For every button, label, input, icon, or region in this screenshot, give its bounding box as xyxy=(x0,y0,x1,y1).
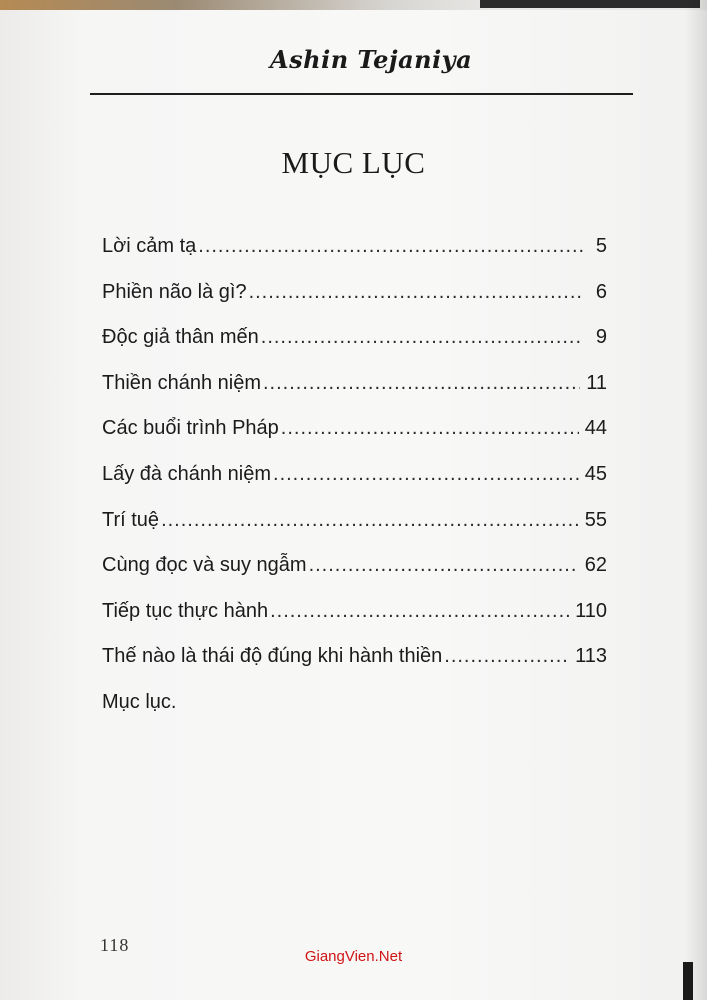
toc-entry-title: Lời cảm tạ xyxy=(102,235,197,257)
toc-entry-title: Mục lục. xyxy=(102,690,177,713)
watermark: GiangVien.Net xyxy=(304,948,403,965)
dot-leader xyxy=(261,326,583,349)
toc-entry-title: Thế nào là thái độ đúng khi hành thiền xyxy=(102,645,443,668)
dot-leader xyxy=(273,463,579,486)
toc-entry-page: 113 xyxy=(575,645,607,668)
dot-leader xyxy=(249,281,583,304)
toc-entry-title: Các buổi trình Pháp xyxy=(102,417,279,440)
toc-entry[interactable] xyxy=(102,417,607,463)
toc-heading: MỤC LỤC xyxy=(281,145,426,180)
toc-entry-page: 55 xyxy=(584,508,607,531)
toc-entry-page: 62 xyxy=(584,554,607,577)
dot-leader xyxy=(309,554,579,577)
toc-list xyxy=(102,235,607,737)
page-number: 118 xyxy=(100,935,130,955)
toc-entry-page: 110 xyxy=(575,599,607,622)
toc-entry[interactable] xyxy=(102,509,607,555)
toc-entry[interactable] xyxy=(102,463,607,509)
toc-entry-page: 6 xyxy=(595,280,607,303)
dot-leader xyxy=(444,645,569,668)
toc-entry[interactable] xyxy=(102,281,607,327)
toc-entry[interactable] xyxy=(102,372,607,418)
header-rule xyxy=(90,93,633,95)
toc-entry-page: 45 xyxy=(584,462,607,485)
toc-entry[interactable] xyxy=(102,691,607,737)
dot-leader xyxy=(198,235,583,258)
page-edge-mark xyxy=(683,962,693,1000)
running-header-title: Ashin Tejaniya xyxy=(270,45,473,74)
toc-entry[interactable] xyxy=(102,326,607,372)
toc-entry[interactable] xyxy=(102,554,607,600)
dot-leader xyxy=(263,372,580,395)
toc-entry[interactable] xyxy=(102,235,607,281)
toc-entry-title: Cùng đọc và suy ngẫm xyxy=(102,554,307,577)
toc-entry-title: Tiếp tục thực hành xyxy=(102,599,269,622)
toc-entry-page: 44 xyxy=(584,417,607,440)
toc-entry-page: 5 xyxy=(595,235,607,257)
dot-leader xyxy=(281,417,579,440)
toc-entry-title: Lấy đà chánh niệm xyxy=(102,462,272,485)
toc-entry-page: 11 xyxy=(586,371,607,394)
dot-leader xyxy=(161,509,579,532)
dot-leader xyxy=(270,600,569,623)
toc-entry-title: Độc giả thân mến xyxy=(102,326,259,349)
toc-entry-title: Trí tuệ xyxy=(102,508,160,531)
top-edge-shadow xyxy=(480,0,700,8)
toc-entry-title: Thiền chánh niệm xyxy=(102,371,261,394)
toc-entry-title: Phiền não là gì? xyxy=(102,280,247,303)
toc-entry-page: 9 xyxy=(595,326,607,349)
toc-entry[interactable] xyxy=(102,600,607,646)
toc-entry[interactable] xyxy=(102,645,607,691)
